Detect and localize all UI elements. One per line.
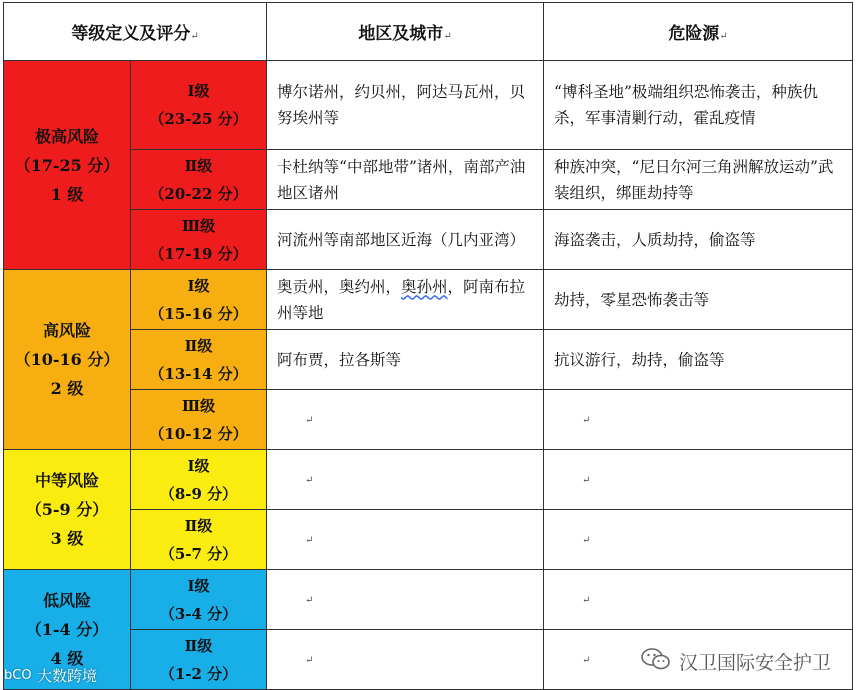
sub-level: Ⅱ级 （5-7 分） — [131, 510, 267, 570]
sub-level: Ⅰ级 （23-25 分） — [131, 61, 267, 150]
region-cell: 奥贡州，奥约州，奥孙州，阿南布拉州等地 — [267, 270, 544, 330]
watermark-left — [4, 665, 97, 686]
hazard-cell: ↵ — [544, 570, 853, 630]
risk-group-medium: 中等风险 （5-9 分） 3 级 — [4, 450, 131, 570]
table-row — [4, 61, 853, 150]
header-level-definition: 等级定义及评分↵ — [4, 3, 267, 61]
svg-text:bCO: bCO — [4, 667, 32, 682]
header-hazard-source: 危险源↵ — [544, 3, 853, 61]
region-cell: ↵ — [267, 390, 544, 450]
risk-group-extreme: 极高风险 （17-25 分） 1 级 — [4, 61, 131, 270]
table-row — [4, 330, 853, 390]
risk-group-high: 高风险 （10-16 分） 2 级 — [4, 270, 131, 450]
hazard-cell: ↵ — [544, 510, 853, 570]
sub-level: Ⅰ级 （8-9 分） — [131, 450, 267, 510]
hazard-cell: 劫持，零星恐怖袭击等 — [544, 270, 853, 330]
region-cell: ↵ — [267, 570, 544, 630]
region-cell: 阿布贾，拉各斯等 — [267, 330, 544, 390]
watermark-left-text: 大数跨境 — [37, 667, 98, 685]
header-region-city: 地区及城市↵ — [267, 3, 544, 61]
watermark-right-text: 汉卫国际安全护卫 — [678, 652, 831, 674]
sub-level: Ⅱ级 （1-2 分） — [131, 630, 267, 690]
sub-level: Ⅰ级 （15-16 分） — [131, 270, 267, 330]
watermark-right — [641, 647, 831, 676]
region-cell: 博尔诺州，约贝州，阿达马瓦州，贝努埃州等 — [267, 61, 544, 150]
wechat-icon — [641, 647, 671, 676]
table-row — [4, 450, 853, 510]
sub-level: Ⅲ级 （17-19 分） — [131, 210, 267, 270]
sub-level: Ⅱ级 （13-14 分） — [131, 330, 267, 390]
hazard-cell: ↵ — [544, 450, 853, 510]
hazard-cell: 种族冲突，“尼日尔河三角洲解放运动”武装组织，绑匪劫持等 — [544, 150, 853, 210]
table-row — [4, 210, 853, 270]
sub-level: Ⅲ级 （10-12 分） — [131, 390, 267, 450]
risk-level-table — [3, 2, 853, 690]
brand-logo-icon — [4, 666, 34, 686]
table-row — [4, 510, 853, 570]
risk-group-low: 低风险 （1-4 分） 4 级 — [4, 570, 131, 690]
hazard-cell: 海盗袭击，人质劫持，偷盗等 — [544, 210, 853, 270]
sub-level: Ⅰ级 （3-4 分） — [131, 570, 267, 630]
table-row — [4, 570, 853, 630]
table-header-row — [4, 3, 853, 61]
region-cell: 卡杜纳等“中部地带”诸州，南部产油地区诸州 — [267, 150, 544, 210]
region-cell: ↵ — [267, 450, 544, 510]
table-row — [4, 270, 853, 330]
region-cell: ↵ — [267, 510, 544, 570]
hazard-cell: ↵ — [544, 630, 853, 690]
table-row — [4, 390, 853, 450]
sub-level: Ⅱ级 （20-22 分） — [131, 150, 267, 210]
hazard-cell: ↵ — [544, 390, 853, 450]
hazard-cell: 抗议游行，劫持，偷盗等 — [544, 330, 853, 390]
region-cell: ↵ — [267, 630, 544, 690]
table-row — [4, 150, 853, 210]
hazard-cell: “博科圣地”极端组织恐怖袭击，种族仇杀，军事清剿行动，霍乱疫情 — [544, 61, 853, 150]
region-cell: 河流州等南部地区近海（几内亚湾） — [267, 210, 544, 270]
